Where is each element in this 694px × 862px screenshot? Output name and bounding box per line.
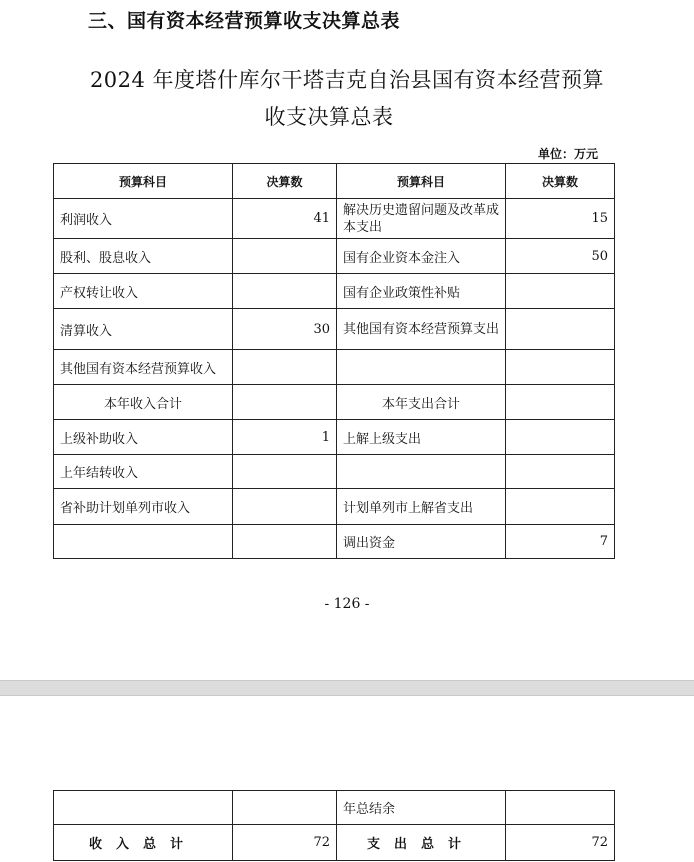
expense-amount-cell [506,350,615,385]
expense-amount-cell [506,309,615,350]
income-amount-cell [233,525,337,559]
expense-item-cell [337,455,506,489]
table-row [54,420,615,455]
income-item-cell [54,525,233,559]
table-row [54,239,615,274]
expense-item-cell: 计划单列市上解省支出 [337,489,506,525]
income-amount-cell: 30 [233,309,337,350]
header-income-amount: 决算数 [233,164,337,199]
header-expense-item: 预算科目 [337,164,506,199]
table-row [54,350,615,385]
expense-amount-cell [506,489,615,525]
unit-label: 单位：万元 [537,147,598,161]
income-item-cell: 上年结转收入 [54,455,233,489]
expense-amount-cell [506,274,615,309]
grand-total-row [54,825,615,861]
income-amount-cell: 41 [233,199,337,239]
expense-item-cell: 调出资金 [337,525,506,559]
expense-item-cell: 解决历史遗留问题及改革成本支出 [337,199,506,239]
income-item-cell: 产权转让收入 [54,274,233,309]
expense-item-cell [337,350,506,385]
income-amount-cell [233,791,337,825]
table-row [54,199,615,239]
year-end-balance-label: 年总结余 [337,791,506,825]
income-item-cell: 其他国有资本经营预算收入 [54,350,233,385]
page-break-divider [0,680,694,696]
income-amount-cell [233,350,337,385]
document-title-line1: 2024 年度塔什库尔干塔吉克自治县国有资本经营预算 [89,68,605,92]
expense-subtotal-label: 本年支出合计 [337,385,506,420]
table-row [54,489,615,525]
year-end-balance-amount [506,791,615,825]
expense-item-cell: 国有企业资本金注入 [337,239,506,274]
header-income-item: 预算科目 [54,164,233,199]
expense-item-cell: 其他国有资本经营预算支出 [337,309,506,350]
income-subtotal-label: 本年收入合计 [54,385,233,420]
budget-table [53,163,615,559]
income-amount-cell [233,455,337,489]
expense-amount-cell: 15 [506,199,615,239]
income-item-cell [54,791,233,825]
income-total-amount: 72 [233,825,337,861]
income-total-label: 收入总计 [54,825,233,861]
income-item-cell: 上级补助收入 [54,420,233,455]
table-row [54,791,615,825]
income-item-cell: 省补助计划单列市收入 [54,489,233,525]
income-item-cell: 清算收入 [54,309,233,350]
income-amount-cell [233,274,337,309]
expense-total-label: 支出总计 [337,825,506,861]
subtotal-row [54,385,615,420]
table-row [54,309,615,350]
table-header-row [54,164,615,199]
income-amount-cell [233,489,337,525]
table-row [54,525,615,559]
expense-total-amount: 72 [506,825,615,861]
expense-amount-cell: 50 [506,239,615,274]
income-amount-cell: 1 [233,420,337,455]
income-item-cell: 股利、股息收入 [54,239,233,274]
expense-amount-cell [506,420,615,455]
expense-amount-cell: 7 [506,525,615,559]
header-expense-amount: 决算数 [506,164,615,199]
expense-amount-cell [506,455,615,489]
income-subtotal-amount [233,385,337,420]
table-row [54,455,615,489]
table-row [54,274,615,309]
expense-item-cell: 上解上级支出 [337,420,506,455]
income-item-cell: 利润收入 [54,199,233,239]
expense-item-cell: 国有企业政策性补贴 [337,274,506,309]
expense-subtotal-amount [506,385,615,420]
document-title-line2: 收支决算总表 [264,105,394,129]
income-amount-cell [233,239,337,274]
page-number: - 126 - [324,596,370,612]
section-heading: 三、国有资本经营预算收支决算总表 [88,10,401,32]
budget-table-continued [53,790,615,861]
